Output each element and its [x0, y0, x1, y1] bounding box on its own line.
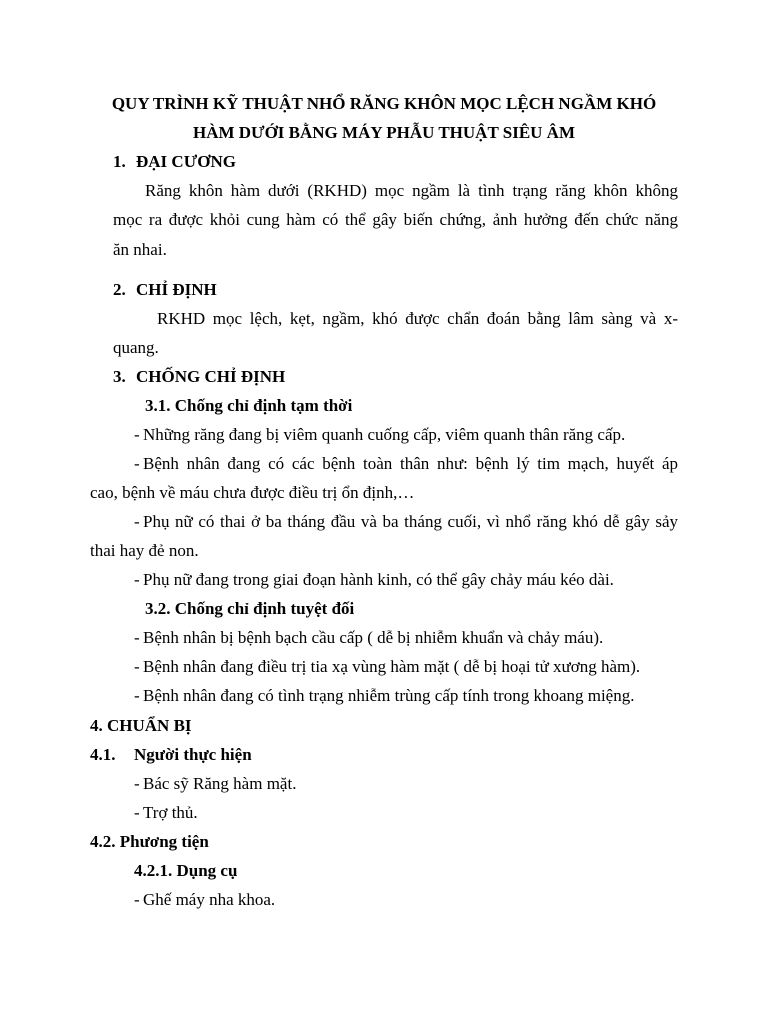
list-item	[134, 774, 296, 794]
section-4-heading: 4. CHUẨN BỊ	[90, 716, 192, 735]
list-item	[134, 454, 678, 474]
list-item-text: Trợ thủ.	[143, 803, 198, 822]
list-item	[134, 890, 275, 910]
list-item-text: Những răng đang bị viêm quanh cuống cấp, viêm quanh thân răng cấp.	[143, 425, 626, 444]
bullet-dash: -	[134, 774, 140, 793]
section-2-heading	[113, 280, 217, 300]
paragraph-line: mọc ra được khỏi cung hàm có thể gây biến chứng, ảnh hưởng đến chức năng	[113, 210, 678, 229]
bullet-dash: -	[134, 657, 140, 676]
subsection-title: Người thực hiện	[134, 745, 252, 764]
section-number: 2.	[113, 280, 126, 299]
list-item	[134, 425, 625, 445]
list-item-text: Phụ nữ có thai ở ba tháng đầu và ba tháng cuối, vì nhổ răng khó dễ gây sảy	[143, 512, 678, 531]
list-item-continuation: thai hay đẻ non.	[90, 541, 199, 560]
bullet-dash: -	[134, 803, 140, 822]
subsection-3-2-heading: 3.2. Chống chỉ định tuyệt đối	[145, 599, 355, 618]
list-item-text: Bệnh nhân đang có các bệnh toàn thân như: bệnh lý tim mạch, huyết áp	[143, 454, 678, 473]
section-title: CHỈ ĐỊNH	[136, 280, 217, 299]
paragraph-line: Răng khôn hàm dưới (RKHD) mọc ngầm là tình trạng răng khôn không	[145, 181, 678, 200]
section-number: 1.	[113, 152, 126, 171]
section-title: ĐẠI CƯƠNG	[136, 152, 236, 171]
list-item-text: Bệnh nhân đang có tình trạng nhiễm trùng cấp tính trong khoang miệng.	[143, 686, 635, 705]
bullet-dash: -	[134, 686, 140, 705]
bullet-dash: -	[134, 890, 140, 909]
list-item-text: Bệnh nhân đang điều trị tia xạ vùng hàm mặt ( dễ bị hoại tử xương hàm).	[143, 657, 641, 676]
subsection-4-2-1-heading: 4.2.1. Dụng cụ	[134, 861, 238, 880]
bullet-dash: -	[134, 425, 140, 444]
list-item	[134, 570, 614, 590]
bullet-dash: -	[134, 570, 140, 589]
section-title: CHỐNG CHỈ ĐỊNH	[136, 367, 286, 386]
list-item-text: Phụ nữ đang trong giai đoạn hành kinh, có thể gây chảy máu kéo dài.	[143, 570, 614, 589]
paragraph-line: quang.	[113, 338, 159, 357]
subsection-4-2-heading: 4.2. Phương tiện	[90, 832, 209, 851]
list-item-text: Bệnh nhân bị bệnh bạch cầu cấp ( dễ bị nhiễm khuẩn và chảy máu).	[143, 628, 604, 647]
subsection-3-1-heading: 3.1. Chống chỉ định tạm thời	[145, 396, 353, 415]
section-number: 3.	[113, 367, 126, 386]
list-item	[134, 686, 634, 706]
list-item	[134, 628, 603, 648]
bullet-dash: -	[134, 454, 140, 473]
section-3-heading	[113, 367, 285, 387]
subsection-4-1-heading	[90, 745, 252, 765]
list-item-text: Ghế máy nha khoa.	[143, 890, 276, 909]
list-item-text: Bác sỹ Răng hàm mặt.	[143, 774, 297, 793]
subsection-number: 4.1.	[90, 745, 116, 764]
title-line-1: QUY TRÌNH KỸ THUẬT NHỔ RĂNG KHÔN MỌC LỆCH NGẦM KHÓ	[111, 94, 657, 113]
list-item	[134, 512, 678, 532]
bullet-dash: -	[134, 628, 140, 647]
list-item	[134, 657, 640, 677]
paragraph-line: ăn nhai.	[113, 240, 167, 259]
section-1-heading	[113, 152, 236, 172]
paragraph-line: RKHD mọc lệch, kẹt, ngầm, khó được chẩn đoán bằng lâm sàng và x-	[157, 309, 678, 328]
bullet-dash: -	[134, 512, 140, 531]
list-item	[134, 803, 198, 823]
list-item-continuation: cao, bệnh về máu chưa được điều trị ổn định,…	[90, 483, 415, 502]
title-line-2: HÀM DƯỚI BẰNG MÁY PHẪU THUẬT SIÊU ÂM	[192, 123, 576, 142]
